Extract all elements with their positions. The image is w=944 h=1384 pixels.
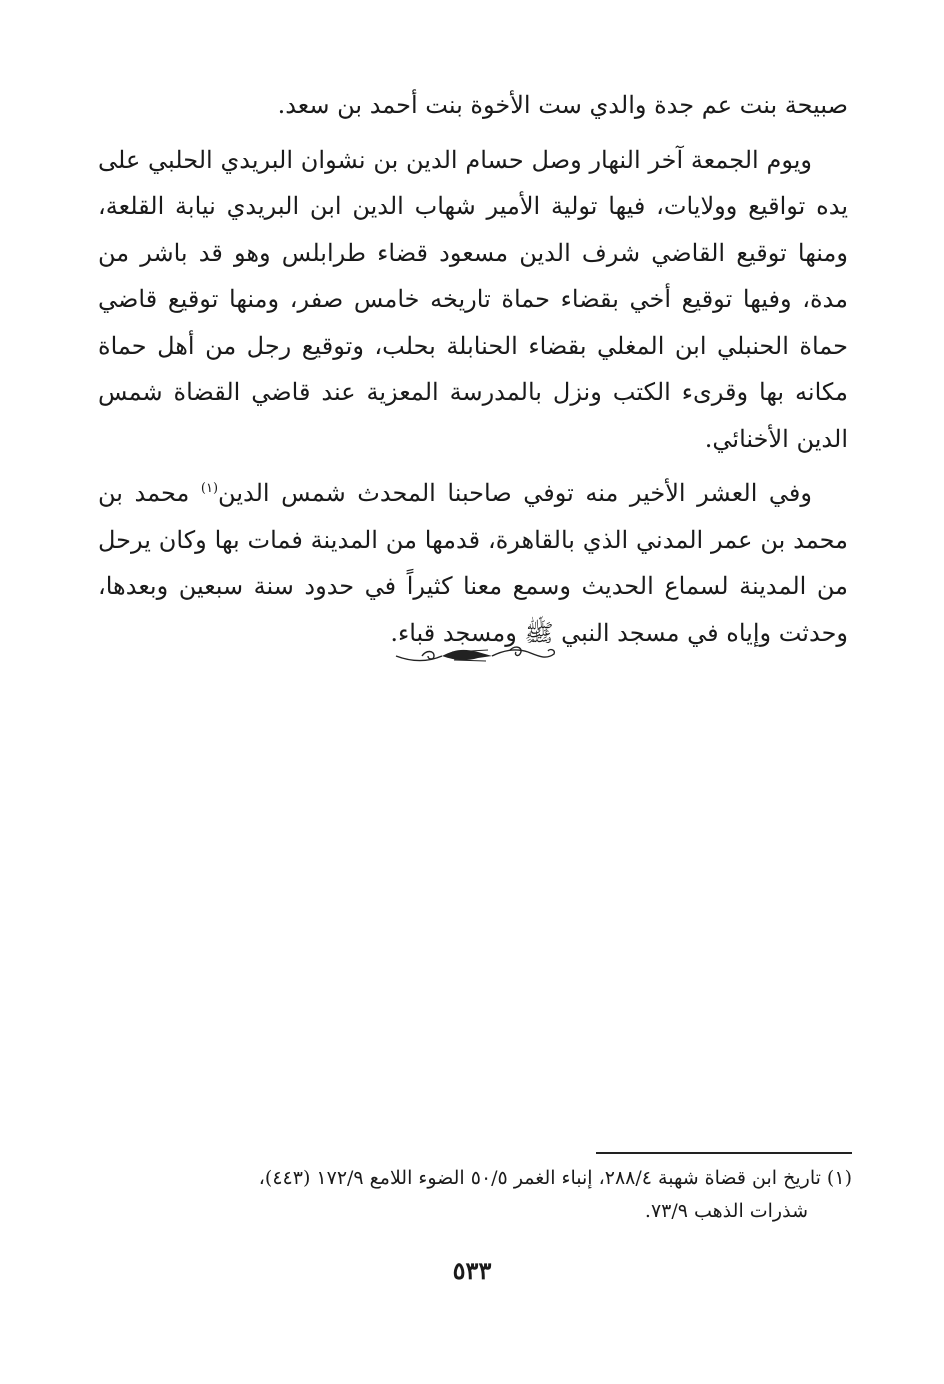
footnote-reference: (١) — [200, 481, 219, 496]
paragraph-1: صبيحة بنت عم جدة والدي ست الأخوة بنت أحمد بن سعد. — [277, 91, 848, 119]
footnote-1-line-2: شذرات الذهب ٧٣/٩. — [644, 1200, 808, 1222]
footnote-1-line-1: (١) تاريخ ابن قضاة شهبة ٢٨٨/٤، إنباء الغمر ٥٠/٥ الضوء اللامع ١٧٢/٩ (٤٤٣)، — [258, 1167, 852, 1189]
floral-divider-ornament-icon — [392, 640, 558, 670]
footnotes — [98, 1162, 852, 1228]
paragraph-3-lead: وفي العشر الأخير منه توفي صاحبنا المحدث شمس الدين — [218, 479, 812, 507]
page-number: ٥٣٣ — [452, 1256, 492, 1285]
paragraph-2: ويوم الجمعة آخر النهار وصل حسام الدين بن نشوان البريدي الحلبي على يده تواقيع وولايات، فيها تولية الأمير شهاب الدين ابن البريدي نيابة القلعة، ومنها توقيع القاضي شرف الدين مسعود قضاء طرابلس وهو قد باشر من مدة، وفيها توقيع أخي بقضاء حماة تاريخه خامس صفر، ومنها توقيع قاضي حماة الحنبلي ابن المغلي بقضاء الحنابلة بحلب، وتوقيع رجل من أهل حماة مكانه بها وقرىء الكتب ونزل بالمدرسة المعزية عند قاضي القضاة شمس الدين الأخنائي. — [98, 145, 848, 453]
footnote-separator — [596, 1152, 852, 1154]
main-text — [98, 82, 848, 664]
paragraph-3-rest: محمد بن محمد بن عمر المدني الذي بالقاهرة، قدمها من المدينة فمات بها وكان يرحل من المدينة لسماع الحديث وسمع معنا كثيراً في حدود سنة سبعين وبعدها، وحدثت وإياه في مسجد النبي ﷺ ومسجد قباء. — [98, 479, 848, 647]
paragraph-3 — [98, 470, 848, 656]
